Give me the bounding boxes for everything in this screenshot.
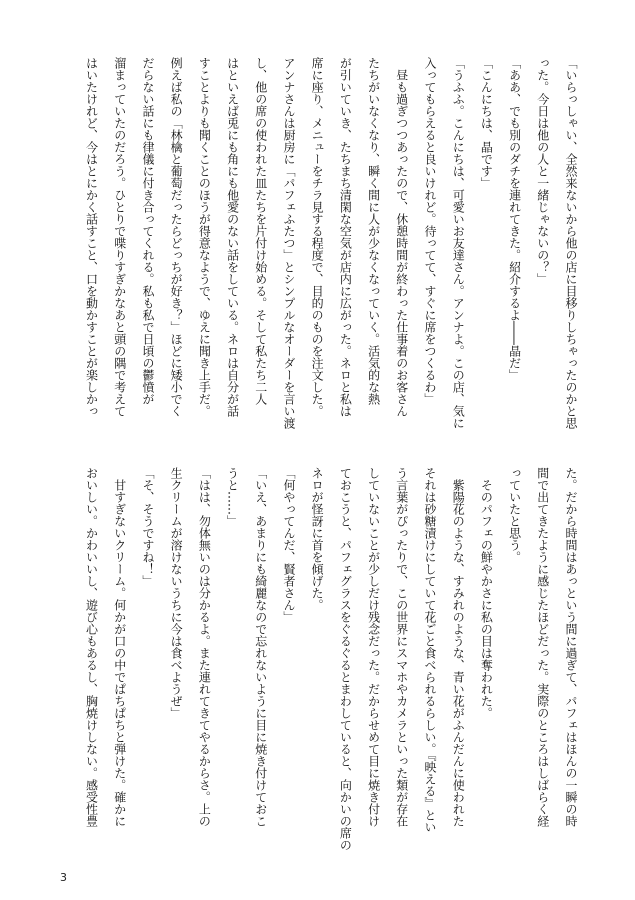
text-column: が引いていき、たちまち清閑な空気が店内に広がった。ネロと私は — [338, 57, 353, 417]
text-column: たちがいなくなり、瞬く間に人が少なくなっていく。活気的な熱 — [366, 57, 381, 405]
upper-text-block — [77, 57, 585, 449]
text-column: ておこうと、パフェグラスをぐるぐるとまわしていると、向かいの席の — [338, 467, 353, 851]
text-column: 溜まっていたのだろう。ひとりで喋りすぎかなあと頭の隅で考えて — [112, 57, 127, 417]
text-column: 「何やってんだ、賢者さん」 — [281, 467, 296, 623]
text-column: 間で出てきたように感じたほどだった。実際のところはしばらく経 — [535, 467, 550, 827]
text-column: うと……」 — [225, 467, 240, 527]
page-number: 3 — [60, 871, 67, 884]
text-column: 「うふふ。こんにちは、可愛いお友達さん。アンナよ。この店、気に — [451, 57, 466, 429]
text-column: すことよりも聞くことのほうが得意なようで、ゆえに聞き上手だ。 — [197, 57, 212, 417]
text-column: 例えば私の「林檎と葡萄だったらどっちが好き？」ほどに矮小でく — [169, 57, 184, 417]
text-column: それは砂糖漬けにしていて花ごと食べられるらしい。『映える』とい — [422, 467, 437, 833]
text-column: 席に座り、メニューをチラ見する程度で、目的のものを注文した。 — [310, 57, 325, 417]
text-column: していないことが少しだけ残念だった。だからせめて目に焼き付け — [366, 467, 381, 827]
text-column: 「ああ、でも別のダチを連れてきた。紹介するよ――晶だ」 — [507, 57, 522, 381]
text-column: おいしい。かわいいし、遊び心もあるし、胸焼けしない。感受性豊 — [84, 467, 99, 827]
text-column: はといえば兎にも角にも他愛のない話をしている。ネロは自分が話 — [225, 57, 240, 417]
text-column: はいたけれど、今はとにかく話すこと、口を動かすことが楽しかっ — [84, 57, 99, 417]
text-column: 「いえ、あまりにも綺麗なので忘れないように目に焼き付けておこ — [253, 467, 268, 827]
text-column: し、他の席の使われた皿たちを片付け始める。そして私たち二人 — [253, 57, 268, 405]
text-column: 「こんにちは、晶です」 — [479, 57, 494, 189]
lower-text-block — [77, 467, 585, 859]
text-column: ネロが怪訝に首を傾げた。 — [310, 467, 325, 611]
text-column: 「そ、そうですね！」 — [140, 467, 155, 587]
text-column: 昼も過ぎつつあったので、休憩時間が終わった仕事着のお客さん — [394, 57, 409, 417]
text-column: 甘すぎないクリーム。何かが口の中でぱちぱちと弾けた。確かに — [112, 467, 127, 827]
text-column: った。今日は他の人と一緒じゃないの？」 — [535, 57, 550, 285]
text-column: そのパフェの鮮やかさに私の目は奪われた。 — [479, 467, 494, 719]
text-column: 生クリームが溶けないうちに今は食べようぜ」 — [169, 467, 184, 719]
text-column: だらない話にも律儀に付き合ってくれる。私も私で日頃の鬱憤が — [140, 57, 155, 405]
text-column: 紫陽花のような、すみれのような、青い花がふんだんに使われた — [451, 467, 466, 827]
text-column: 「いらっしゃい、全然来ないから他の店に目移りしちゃったのかと思 — [564, 57, 578, 429]
text-column: う言葉がぴったりで、この世界にスマホやカメラといった類が存在 — [394, 467, 409, 827]
text-column: た。だから時間はあっという間に過ぎて、パフェはほんの一瞬の時 — [564, 467, 578, 827]
text-column: 入ってもらえると良いけれど。待ってて、すぐに席をつくるわ」 — [422, 57, 437, 405]
text-column: 「はは、勿体無いのは分かるよ。また連れてきてやるからさ。上の — [197, 467, 212, 827]
text-column: アンナさんは厨房に「パフェふたつ」とシンプルなオーダーを言い渡 — [281, 57, 296, 429]
text-column: っていたと思う。 — [507, 467, 522, 563]
